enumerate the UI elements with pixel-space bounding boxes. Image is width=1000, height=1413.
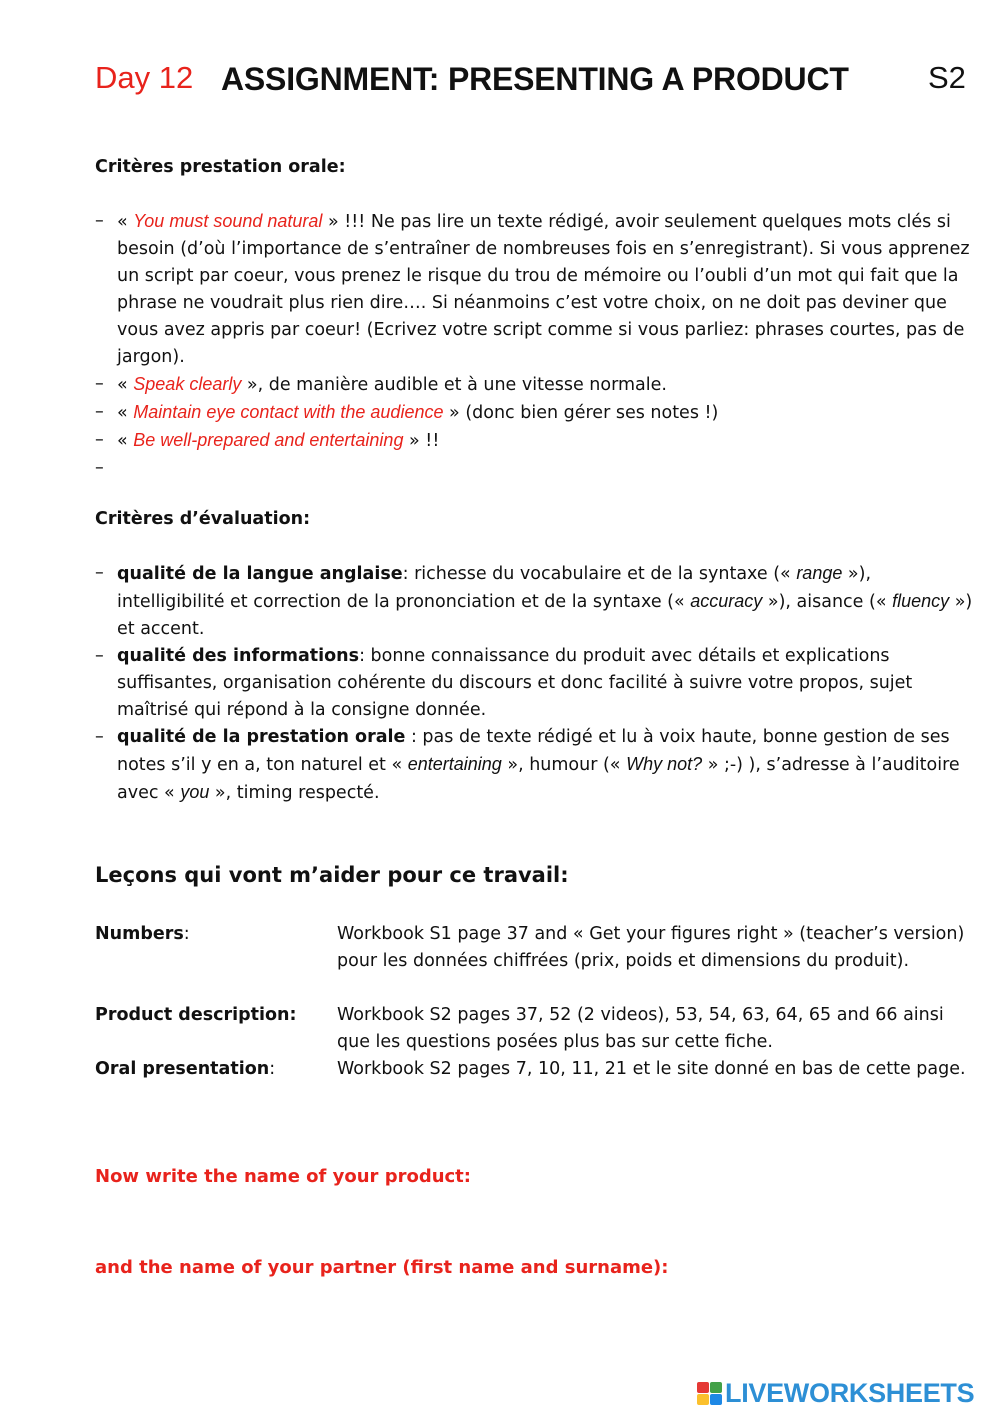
- semester-label: S2: [928, 60, 966, 95]
- list-item: – qualité de la prestation orale : pas de texte rédigé et lu à voix haute, bonne gestion de ses notes s’il y en a, ton naturel et « entertaining », humour (« Why not? » ;-) ), s’adresse à l’auditoire avec « you », timing respecté.: [95, 724, 975, 807]
- logo-square: [710, 1382, 722, 1393]
- lesson-row-oral-presentation: [95, 1056, 975, 1083]
- page-title: ASSIGNMENT: PRESENTING A PRODUCT: [221, 61, 849, 97]
- lesson-value: Workbook S2 pages 7, 10, 11, 21 et le site donné en bas de cette page.: [337, 1059, 966, 1079]
- empty-list-item: [95, 455, 975, 482]
- evaluation-criteria-heading: Critères d’évaluation:: [95, 509, 311, 529]
- list-item: – qualité de la langue anglaise: richesse du vocabulaire et de la syntaxe (« range »), intelligibilité et correction de la prononciation et de la syntaxe (« accuracy »), aisance (« fluency ») et accent.: [95, 560, 975, 643]
- logo-text: LIVEWORKSHEETS: [725, 1377, 975, 1408]
- liveworksheets-logo: [697, 1376, 974, 1410]
- lesson-row-product-description: [95, 1002, 975, 1056]
- list-item: – « You must sound natural » !!! Ne pas lire un texte rédigé, avoir seulement quelques mots clés si besoin (d’où l’importance de s’entraîner de nombreuses fois en s’enregistrant). Si vous apprenez un script par coeur, vous prenez le risque du trou de mémoire ou l’oubli d’un mot qui fait que la phrase ne voudrait plus rien dire…. Si néanmoins c’est votre choix, on ne doit pas deviner que vous avez appris par coeur! (Ecrivez votre script comme si vous parliez: phrases courtes, pas de jargon).: [95, 208, 975, 371]
- day-label: Day 12: [95, 60, 194, 95]
- evaluation-criteria-list: [95, 560, 975, 807]
- lessons-heading: Leçons qui vont m’aider pour ce travail:: [95, 863, 569, 887]
- product-name-prompt: Now write the name of your product:: [95, 1166, 471, 1187]
- lesson-row-numbers: [95, 921, 975, 975]
- oral-criteria-list: [95, 208, 975, 482]
- lesson-value: Workbook S1 page 37 and « Get your figures right » (teacher’s version) pour les données chiffrées (prix, poids et dimensions du produit).: [337, 924, 965, 971]
- lesson-label: Product description:: [95, 1005, 297, 1025]
- logo-square: [697, 1382, 709, 1393]
- logo-square: [710, 1394, 722, 1405]
- list-item: – « Maintain eye contact with the audience » (donc bien gérer ses notes !): [95, 399, 975, 427]
- logo-icon: [697, 1382, 722, 1405]
- lesson-label: Numbers:: [95, 924, 190, 944]
- lesson-label: Oral presentation:: [95, 1059, 276, 1079]
- list-item: – qualité des informations: bonne connaissance du produit avec détails et explications suffisantes, organisation cohérente du discours et donc facilité à suivre votre propos, sujet maîtrisé qui répond à la consigne donnée.: [95, 643, 975, 724]
- lesson-value: Workbook S2 pages 37, 52 (2 videos), 53, 54, 63, 64, 65 and 66 ainsi que les questions posées plus bas sur cette fiche.: [337, 1005, 944, 1052]
- partner-name-prompt: and the name of your partner (first name and surname):: [95, 1257, 669, 1278]
- list-item: – « Be well-prepared and entertaining » !!: [95, 427, 975, 455]
- list-item: – « Speak clearly », de manière audible et à une vitesse normale.: [95, 371, 975, 399]
- oral-criteria-heading: Critères prestation orale:: [95, 157, 346, 177]
- logo-square: [697, 1394, 709, 1405]
